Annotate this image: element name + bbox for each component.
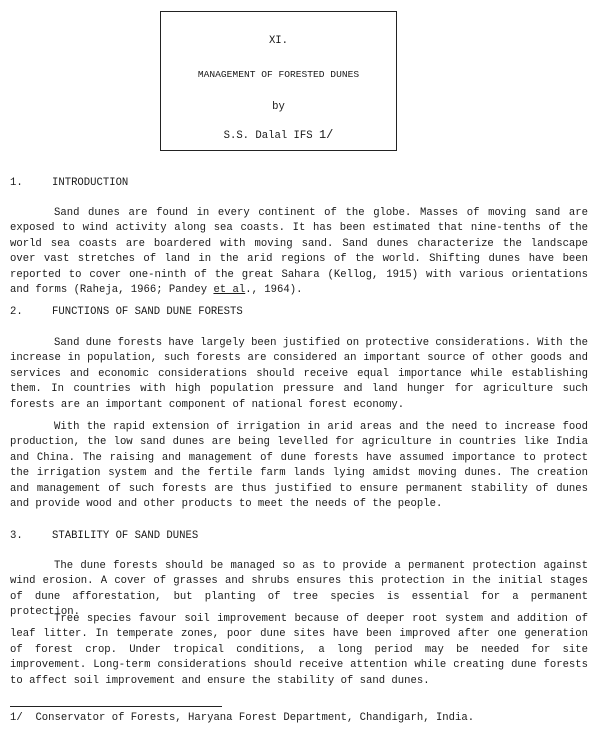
footnote-mark: 1/ <box>10 712 23 724</box>
functions-paragraph-1 <box>10 336 588 413</box>
chapter-number: XI. <box>268 35 289 47</box>
footnote <box>10 711 474 726</box>
intro-paragraph <box>10 206 588 298</box>
paragraph-text: The dune forests should be managed so as to provide a permanent protection against wind erosion. A cover of grasses and shrubs ensures this protection in the initial stages of dune afforestation, but planting of tree species is essential for a permanent protection. <box>10 560 588 619</box>
section-title: FUNCTIONS OF SAND DUNE FORESTS <box>52 306 243 318</box>
section-number: 3. <box>10 530 23 542</box>
intro-text-start: Sand dunes are found in every continent of the globe. Masses of moving sand are exposed to wind activity along sea coasts. It has been estimated that nine-tenths of the world sea coasts are boardered with moving sand. Sand dunes characterize the landscape over vast stretches of land in the arid regions of the world. Shifting dunes have been reported to cover one-ninth of the great Sahara (Kellog, 1915) with various orientations and forms (Raheja, 1966; Pandey <box>10 207 588 297</box>
intro-text-end: ., 1964). <box>245 284 303 297</box>
author-footnote-mark: 1/ <box>318 128 334 142</box>
chapter-title: MANAGEMENT OF FORESTED DUNES <box>197 69 360 80</box>
section-title: INTRODUCTION <box>52 177 129 189</box>
footnote-text: Conservator of Forests, Haryana Forest Department, Chandigarh, India. <box>35 712 475 724</box>
section-heading-functions <box>10 305 243 320</box>
section-title: STABILITY OF SAND DUNES <box>52 530 199 542</box>
section-number: 2. <box>10 306 23 318</box>
section-heading-introduction <box>10 176 128 191</box>
functions-paragraph-2 <box>10 420 588 512</box>
paragraph-text: With the rapid extension of irrigation in arid areas and the need to increase food production, the low sand dunes are being levelled for agriculture in countries like India and China. The raising and management of dune forests have assumed importance to protect the irrigation system and the fertile farm lands lying amidst moving dunes. The creation and management of such forests are thus justified to ensure permanent stability of dunes and provide wood and other products to meet the needs of the people. <box>10 421 588 511</box>
author-line <box>161 128 396 144</box>
paragraph-text: Sand dune forests have largely been justified on protective considerations. With the increase in population, such forests are considered an important source of other goods and services and economic considerations should receive equal importance while establishing them. In countries with high population pressure and land hunger for agriculture such forests are an important component of national forest economy. <box>10 337 589 411</box>
author-name: S.S. Dalal IFS <box>223 130 313 142</box>
title-box <box>160 11 397 151</box>
stability-paragraph-2 <box>10 612 588 689</box>
section-heading-stability <box>10 529 198 544</box>
byline-by: by <box>272 101 285 113</box>
et-al-citation: et al <box>213 284 246 297</box>
footnote-divider <box>10 706 222 707</box>
section-number: 1. <box>10 177 23 189</box>
paragraph-text: Tree species favour soil improvement because of deeper root system and addition of leaf litter. In temperate zones, poor dune sites have been improved after one generation of forest crop. Under tropical conditions, a long period may be needed for site improvement. Long-term considerations should receive attention while creating dune forests to affect soil improvement and ensure the stability of sand dunes. <box>10 613 588 687</box>
